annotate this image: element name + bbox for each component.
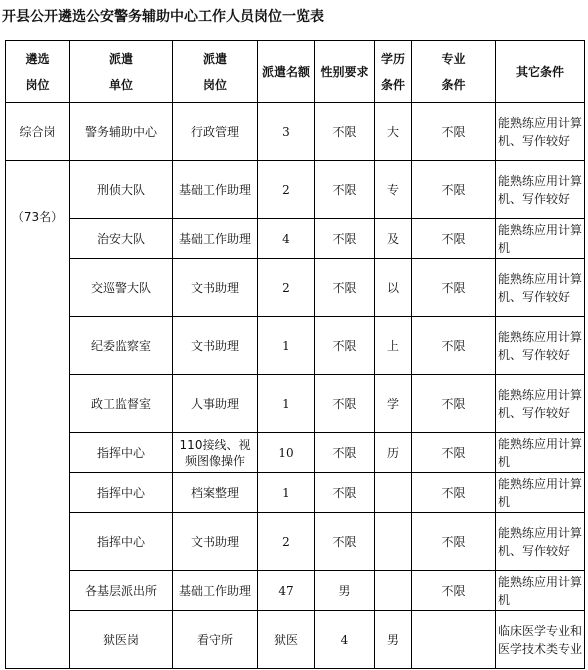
gender-cell: 不限: [315, 259, 375, 317]
post-cell: 狱医: [258, 611, 315, 669]
table-row: [6, 473, 585, 513]
table-row: [6, 161, 585, 219]
header-row: [6, 41, 585, 103]
other-cell: 能熟练应用计算机、写作较好: [496, 161, 585, 219]
quota-cell: 1: [258, 473, 315, 513]
other-cell: 能熟练应用计算机: [496, 433, 585, 473]
education-cell: [375, 473, 412, 513]
major-cell: 不限: [412, 317, 496, 375]
header-dispatch-unit: 派遣 单位: [70, 41, 173, 103]
gender-cell: 不限: [315, 317, 375, 375]
other-cell: 能熟练应用计算机: [496, 571, 585, 611]
quota-cell: 2: [258, 161, 315, 219]
group-prison-doctor: 狱医岗: [70, 611, 173, 669]
table-row: [6, 375, 585, 433]
major-cell: 不限: [412, 433, 496, 473]
education-char: 专: [375, 161, 412, 219]
gender-cell: 不限: [315, 473, 375, 513]
table-row: [6, 259, 585, 317]
unit-cell: 指挥中心: [70, 433, 173, 473]
quota-cell: 47: [258, 571, 315, 611]
quota-cell: 4: [315, 611, 375, 669]
table-row: [6, 513, 585, 571]
education-char: 上: [375, 317, 412, 375]
post-cell: 行政管理: [173, 103, 258, 161]
post-cell: 基础工作助理: [173, 219, 258, 259]
header-gender: 性别要求: [315, 41, 375, 103]
group-73: （73名）: [6, 161, 70, 669]
post-cell: 人事助理: [173, 375, 258, 433]
page-title: 开县公开遴选公安警务辅助中心工作人员岗位一览表: [2, 9, 324, 25]
post-cell: 档案整理: [173, 473, 258, 513]
education-char: 及: [375, 219, 412, 259]
quota-cell: 1: [258, 375, 315, 433]
major-cell: 不限: [412, 473, 496, 513]
quota-cell: 3: [258, 103, 315, 161]
gender-cell: 不限: [315, 375, 375, 433]
major-cell: 不限: [412, 513, 496, 571]
positions-table: [5, 40, 585, 669]
table-row: [6, 571, 585, 611]
table-row: [6, 317, 585, 375]
education-cell: [375, 571, 412, 611]
gender-cell: 不限: [315, 433, 375, 473]
unit-cell: 刑侦大队: [70, 161, 173, 219]
unit-cell: 治安大队: [70, 219, 173, 259]
post-cell: 文书助理: [173, 513, 258, 571]
major-cell: 不限: [412, 103, 496, 161]
other-cell: 能熟练应用计算机: [496, 473, 585, 513]
major-cell: 不限: [412, 571, 496, 611]
unit-cell: 纪委监察室: [70, 317, 173, 375]
education-char: 大: [375, 103, 412, 161]
unit-cell: 警务辅助中心: [70, 103, 173, 161]
major-cell: 不限: [412, 219, 496, 259]
major-cell: 不限: [412, 375, 496, 433]
quota-cell: 10: [258, 433, 315, 473]
other-cell: 能熟练应用计算机、写作较好: [496, 513, 585, 571]
major-cell: 不限: [412, 259, 496, 317]
major-cell: 临床医学专业和医学技术类专业: [496, 611, 585, 669]
quota-cell: 2: [258, 513, 315, 571]
table-row: [6, 219, 585, 259]
post-cell: 基础工作助理: [173, 161, 258, 219]
gender-cell: 男: [315, 571, 375, 611]
post-cell: 文书助理: [173, 259, 258, 317]
quota-cell: 2: [258, 259, 315, 317]
other-cell: 能熟练应用计算机、写作较好: [496, 259, 585, 317]
group-general: 综合岗: [6, 103, 70, 161]
table-row: [6, 103, 585, 161]
gender-cell: 不限: [315, 513, 375, 571]
header-major: 专业 条件: [412, 41, 496, 103]
table-row: [6, 433, 585, 473]
education-char: 以: [375, 259, 412, 317]
post-cell: 110接线、视频图像操作: [173, 433, 258, 473]
major-cell: 不限: [412, 161, 496, 219]
gender-cell: 男: [375, 611, 412, 669]
header-quota: 派遣名额: [258, 41, 315, 103]
quota-cell: 4: [258, 219, 315, 259]
education-cell: [375, 513, 412, 571]
other-cell: 能熟练应用计算机、写作较好: [496, 375, 585, 433]
header-dispatch-post: 派遣 岗位: [173, 41, 258, 103]
table-row: [6, 611, 585, 669]
post-cell: 文书助理: [173, 317, 258, 375]
gender-cell: 不限: [315, 103, 375, 161]
header-other: 其它条件: [496, 41, 585, 103]
header-selection-post: 遴选 岗位: [6, 41, 70, 103]
education-char: 学: [375, 375, 412, 433]
education-cell: [412, 611, 496, 669]
header-education: 学历 条件: [375, 41, 412, 103]
post-cell: 基础工作助理: [173, 571, 258, 611]
gender-cell: 不限: [315, 161, 375, 219]
gender-cell: 不限: [315, 219, 375, 259]
quota-cell: 1: [258, 317, 315, 375]
education-char: 历: [375, 433, 412, 473]
other-cell: 能熟练应用计算机、写作较好: [496, 103, 585, 161]
unit-cell: 各基层派出所: [70, 571, 173, 611]
other-cell: 能熟练应用计算机: [496, 219, 585, 259]
unit-cell: 指挥中心: [70, 513, 173, 571]
other-cell: 能熟练应用计算机、写作较好: [496, 317, 585, 375]
unit-cell: 指挥中心: [70, 473, 173, 513]
unit-cell: 政工监督室: [70, 375, 173, 433]
unit-cell: 看守所: [173, 611, 258, 669]
unit-cell: 交巡警大队: [70, 259, 173, 317]
